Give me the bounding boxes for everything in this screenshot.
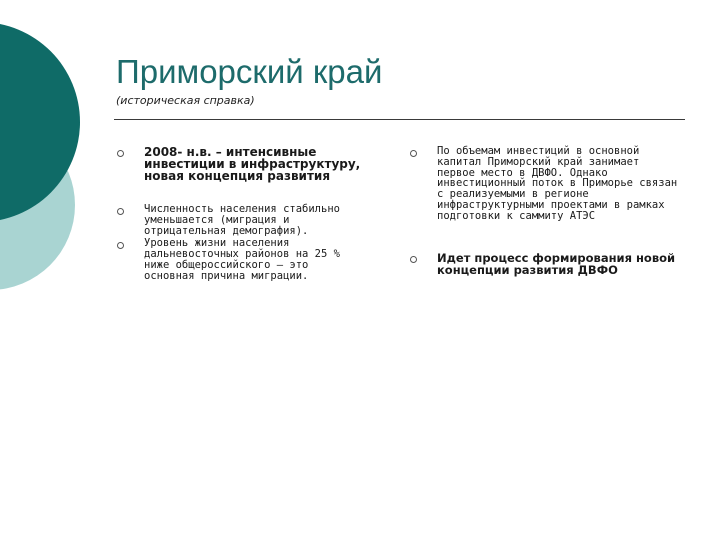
left-column bbox=[114, 146, 362, 282]
bullet-icon bbox=[410, 150, 417, 157]
list-item bbox=[114, 146, 362, 182]
list-item-text: Уровень жизни населения дальневосточных районов на 25 % ниже общероссийского – это основная причина миграции. bbox=[144, 237, 340, 282]
list-item-text: 2008- н.в. – интенсивные инвестиции в инфраструктуру, новая концепция развития bbox=[144, 145, 361, 183]
list-item-text: Идет процесс формирования новой концепции развития ДВФО bbox=[437, 250, 676, 277]
slide-subtitle: (историческая справка) bbox=[116, 94, 255, 107]
bullet-icon bbox=[117, 150, 124, 157]
bullet-icon bbox=[117, 208, 124, 215]
bullet-icon bbox=[117, 242, 124, 249]
list-item bbox=[407, 146, 679, 222]
decorative-circles bbox=[0, 0, 110, 320]
list-item-text: По объемам инвестиций в основной капитал Приморский край занимает первое место в ДВФО. Однако инвестиционный поток в Приморье связан с реализуемыми в регионе инфраструктурными проектами в рамках подготовки к саммиту АТЭС bbox=[437, 145, 678, 222]
list-item-text: Численность населения стабильно уменьшается (миграция и отрицательная демография). bbox=[144, 203, 340, 237]
list-item bbox=[114, 204, 362, 236]
bullet-icon bbox=[410, 256, 417, 263]
list-item bbox=[407, 252, 679, 276]
title-divider bbox=[114, 119, 685, 120]
list-item bbox=[114, 238, 362, 281]
slide-title: Приморский край bbox=[116, 53, 383, 90]
right-column bbox=[407, 146, 679, 276]
